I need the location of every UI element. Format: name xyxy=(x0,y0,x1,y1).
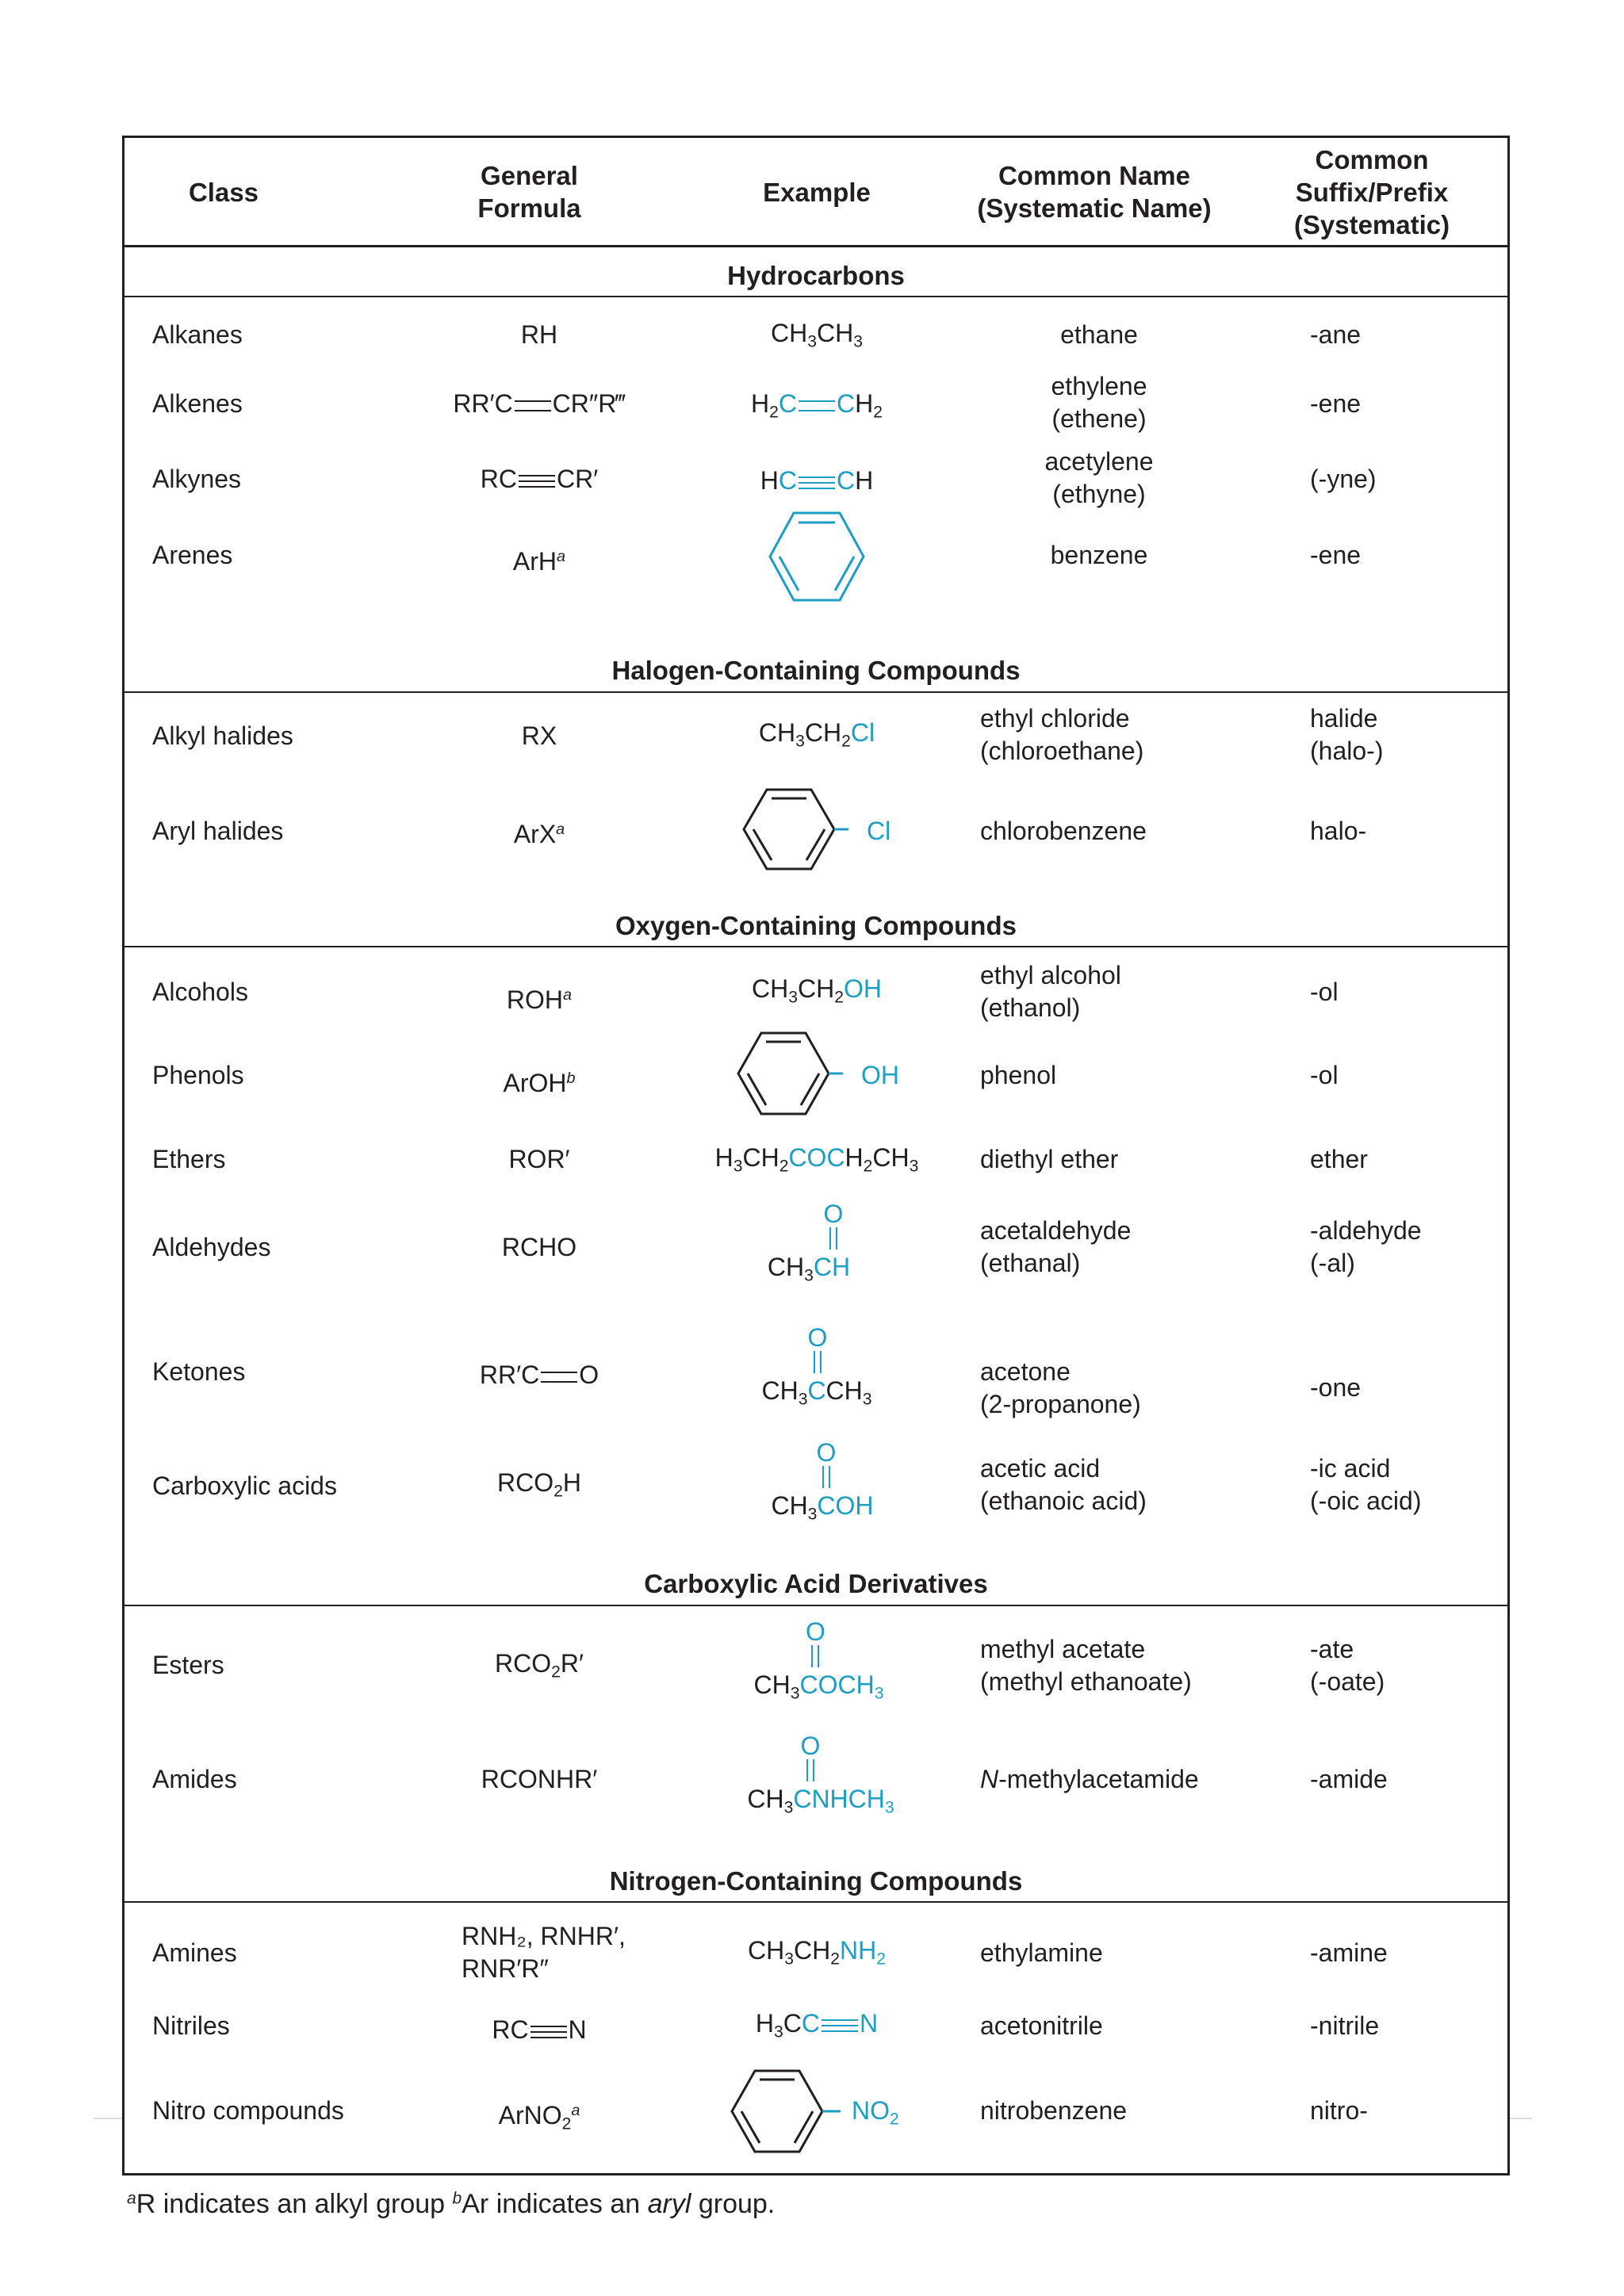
class-amides: Amides xyxy=(152,1765,237,1793)
formula-phenols: ArOH$^b$ xyxy=(503,1069,576,1097)
name-aryl-halides: chlorobenzene xyxy=(980,817,1147,845)
suffix-nitriles: -nitrile xyxy=(1310,2011,1380,2040)
example-nitriles: $H_3CC$ N xyxy=(755,2009,879,2042)
class-aryl-halides: Aryl halides xyxy=(152,817,284,845)
name-ethers: diethyl ether xyxy=(980,1145,1119,1173)
class-alkyl-halides: Alkyl halides xyxy=(152,721,293,750)
header-divider xyxy=(122,245,1510,247)
formula-alkyl-halides: RX xyxy=(521,721,557,750)
double-bond xyxy=(515,400,551,411)
footnote: $^a$R indicates an alkyl group $^b$Ar indicates an aryl group. xyxy=(127,2189,776,2219)
example-alkyl-halides: $CH_3CH_2Cl$ xyxy=(758,718,875,751)
triple-bond xyxy=(822,2019,858,2032)
section-divider xyxy=(122,1605,1510,1606)
example-aldehydes: O $CH_3CH$ xyxy=(767,1200,851,1285)
name-amines: ethylamine xyxy=(980,1938,1103,1967)
name-alcohols: ethyl alcohol (ethanol) xyxy=(980,961,1121,1022)
suffix-alcohols: -ol xyxy=(1310,978,1339,1006)
suffix-aryl-halides: halo- xyxy=(1310,817,1367,845)
suffix-nitro: nitro- xyxy=(1310,2096,1368,2125)
example-alcohols: $CH_3CH_2OH$ xyxy=(752,974,882,1007)
formula-esters: $RCO_2R'$ xyxy=(495,1649,584,1682)
double-bond xyxy=(541,1372,577,1383)
section-nitrogen: Nitrogen-Containing Compounds xyxy=(609,1866,1023,1896)
suffix-arenes: -ene xyxy=(1310,541,1362,569)
formula-nitro: ArNO$_2^a$ xyxy=(498,2101,580,2133)
triple-bond xyxy=(530,2026,567,2038)
suffix-amines: -amine xyxy=(1310,1938,1388,1967)
name-aldehydes: acetaldehyde (ethanal) xyxy=(980,1216,1132,1277)
formula-nitriles: RC N xyxy=(492,2015,587,2044)
suffix-ethers: ether xyxy=(1310,1145,1368,1173)
phenol-ring-icon xyxy=(736,1029,843,1118)
suffix-carboxylic-acids: -ic acid (-oic acid) xyxy=(1310,1454,1422,1515)
substituent-no2: $NO_2$ xyxy=(852,2096,899,2129)
example-alkenes: $H_2C$ $CH_2$ xyxy=(751,389,883,422)
name-alkyl-halides: ethyl chloride (chloroethane) xyxy=(980,704,1144,765)
formula-arenes: ArH$^a$ xyxy=(512,547,566,576)
example-carboxylic-acids: O $CH_3COH$ xyxy=(771,1438,874,1524)
header-class: Class xyxy=(188,177,259,207)
class-esters: Esters xyxy=(152,1651,224,1679)
name-arenes: benzene xyxy=(1050,541,1148,569)
name-nitriles: acetonitrile xyxy=(980,2011,1103,2040)
name-alkenes: ethylene (ethene) xyxy=(1051,372,1147,433)
suffix-alkenes: -ene xyxy=(1310,389,1362,418)
formula-carboxylic-acids: $RCO_2H$ xyxy=(497,1468,581,1501)
formula-alkynes: RC CR′ xyxy=(480,465,599,493)
header-common-name: Common Name (Systematic Name) xyxy=(977,161,1212,223)
section-carboxylic-derivatives: Carboxylic Acid Derivatives xyxy=(644,1569,988,1598)
suffix-alkyl-halides: halide (halo-) xyxy=(1310,704,1384,765)
section-divider xyxy=(122,1901,1510,1903)
example-esters: O $CH_3COCH_3$ xyxy=(753,1617,884,1703)
example-ethers: $H_3CH_2COCH_2CH_3$ xyxy=(714,1143,919,1176)
name-ketones: acetone (2-propanone) xyxy=(980,1357,1141,1418)
suffix-alkanes: -ane xyxy=(1310,320,1362,349)
example-amides: O $CH_3CNHCH_3$ xyxy=(747,1732,894,1817)
class-nitro: Nitro compounds xyxy=(152,2096,344,2125)
section-halogen: Halogen-Containing Compounds xyxy=(611,656,1021,685)
formula-ethers: ROR′ xyxy=(508,1145,570,1173)
nitrobenzene-ring-icon xyxy=(730,2067,841,2156)
suffix-ketones: -one xyxy=(1310,1373,1362,1402)
formula-amines: RNH₂, RNHR′, RNR′R″ xyxy=(462,1922,626,1983)
class-alkanes: Alkanes xyxy=(152,320,243,349)
formula-alcohols: ROH$^a$ xyxy=(506,985,573,1014)
suffix-phenols: -ol xyxy=(1310,1061,1339,1089)
class-phenols: Phenols xyxy=(152,1061,244,1089)
class-alkynes: Alkynes xyxy=(152,465,242,493)
class-alkenes: Alkenes xyxy=(152,389,243,418)
example-alkynes: HC CH xyxy=(760,466,874,495)
example-amines: $CH_3CH_2NH_2$ xyxy=(748,1936,886,1969)
section-divider xyxy=(122,296,1510,297)
suffix-esters: -ate (-oate) xyxy=(1310,1635,1385,1696)
section-hydrocarbons: Hydrocarbons xyxy=(727,261,905,290)
class-arenes: Arenes xyxy=(152,541,233,569)
example-alkanes: $CH_3CH_3$ xyxy=(771,319,863,351)
formula-amides: RCONHR′ xyxy=(481,1765,598,1793)
formula-aryl-halides: ArX$^a$ xyxy=(513,820,565,848)
suffix-aldehydes: -aldehyde (-al) xyxy=(1310,1216,1422,1277)
triple-bond xyxy=(799,476,835,489)
header-general-formula: General Formula xyxy=(477,161,581,223)
formula-alkanes: RH xyxy=(520,320,558,349)
class-amines: Amines xyxy=(152,1938,237,1967)
name-alkynes: acetylene (ethyne) xyxy=(1044,447,1154,508)
class-ketones: Ketones xyxy=(152,1357,246,1386)
class-alcohols: Alcohols xyxy=(152,978,248,1006)
header-example: Example xyxy=(763,177,871,207)
benzene-ring-icon xyxy=(765,509,868,604)
name-nitro: nitrobenzene xyxy=(980,2096,1128,2125)
class-carboxylic-acids: Carboxylic acids xyxy=(152,1471,337,1500)
formula-ketones: RR′C O xyxy=(479,1360,599,1389)
formula-aldehydes: RCHO xyxy=(501,1233,577,1261)
section-divider xyxy=(122,946,1510,947)
section-oxygen: Oxygen-Containing Compounds xyxy=(615,911,1017,940)
suffix-alkynes: (-yne) xyxy=(1310,465,1377,493)
formula-alkenes: RR′C CR″R‴ xyxy=(453,389,626,418)
class-ethers: Ethers xyxy=(152,1145,226,1173)
chlorobenzene-ring-icon xyxy=(741,786,848,873)
suffix-amides: -amide xyxy=(1310,1765,1388,1793)
bleed-line xyxy=(94,2118,122,2119)
section-divider xyxy=(122,691,1510,693)
header-suffix: Common Suffix/Prefix (Systematic) xyxy=(1293,144,1450,239)
substituent-cl: Cl xyxy=(867,817,891,845)
name-carboxylic-acids: acetic acid (ethanoic acid) xyxy=(980,1454,1147,1515)
bleed-line xyxy=(1510,2118,1532,2119)
substituent-oh: OH xyxy=(861,1061,899,1089)
name-amides: N-methylacetamide xyxy=(980,1765,1199,1793)
class-aldehydes: Aldehydes xyxy=(152,1233,271,1261)
name-phenols: phenol xyxy=(980,1061,1057,1089)
example-ketones: O $CH_3CCH_3$ xyxy=(761,1323,872,1409)
class-nitriles: Nitriles xyxy=(152,2011,230,2040)
name-esters: methyl acetate (methyl ethanoate) xyxy=(980,1635,1192,1696)
name-alkanes: ethane xyxy=(1060,320,1138,349)
triple-bond xyxy=(519,475,555,488)
double-bond xyxy=(799,400,835,411)
